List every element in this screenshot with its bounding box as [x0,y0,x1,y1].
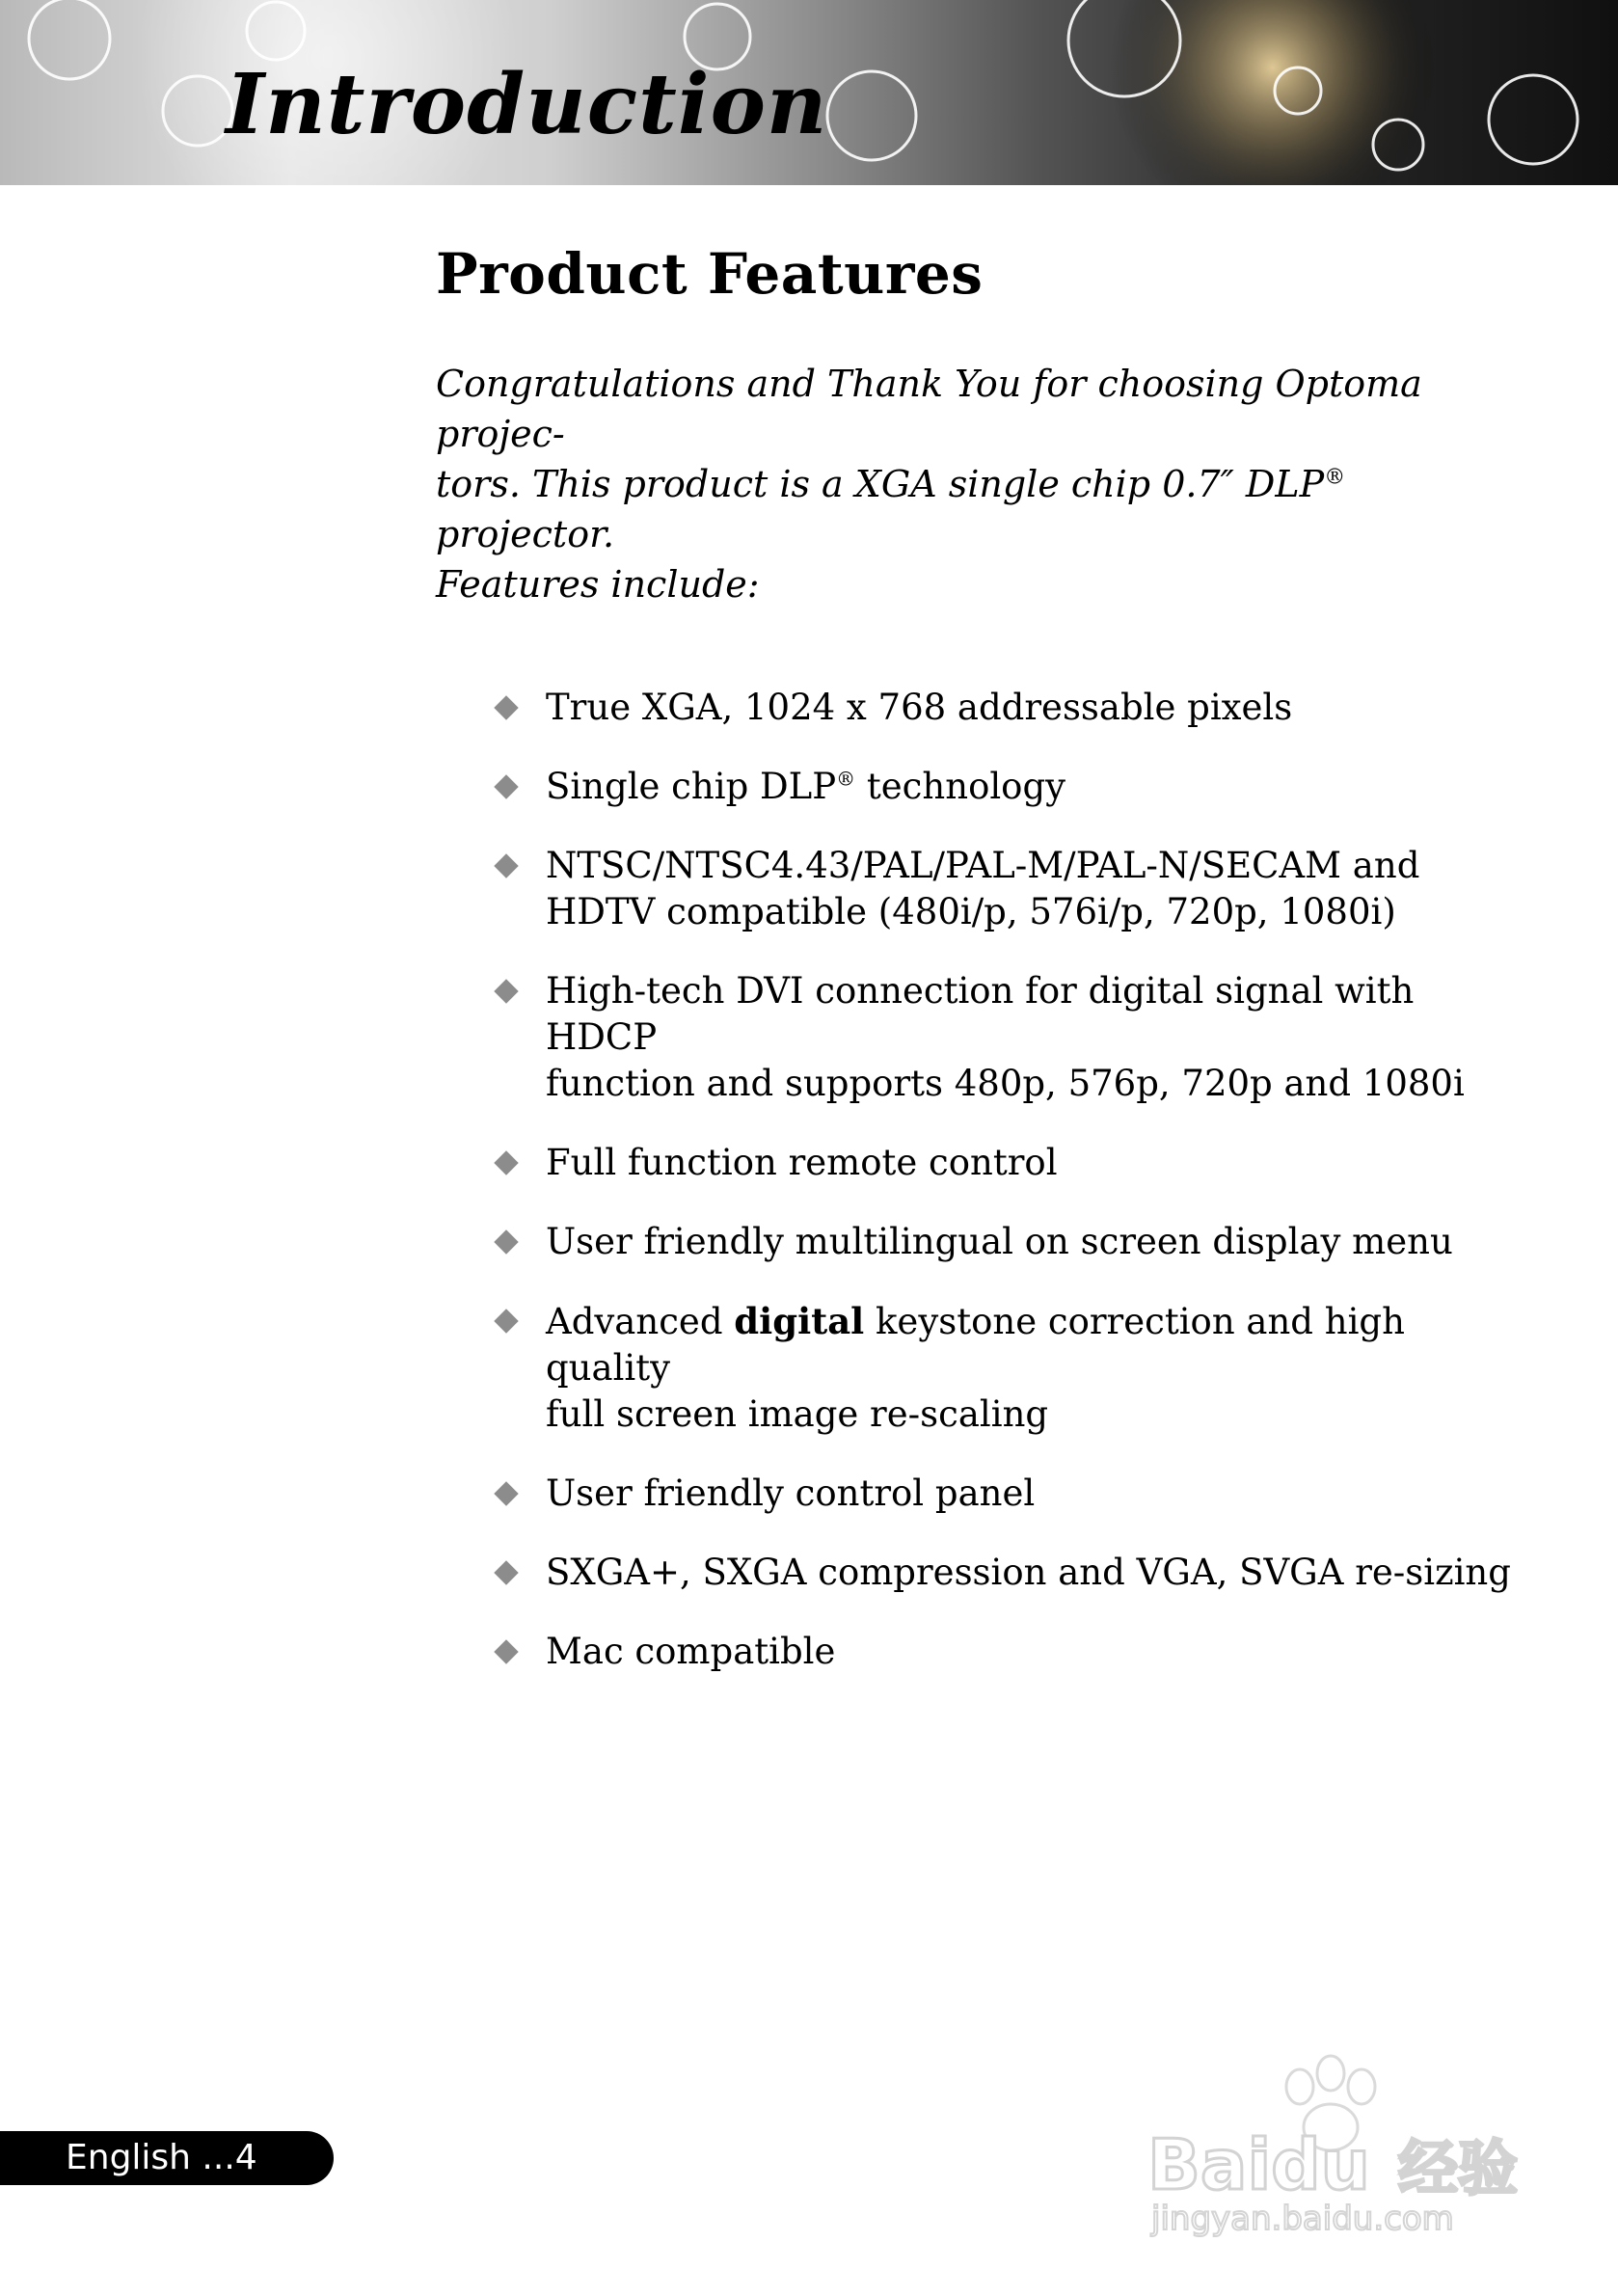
diamond-bullet-icon [494,695,518,719]
header-banner [0,0,1618,185]
list-item: High-tech DVI connection for digital signal with HDCP function and supports 480p, 576p, 720p and 1080i [492,968,1514,1107]
watermark-url: jingyan.baidu.com [1151,2200,1454,2237]
chapter-title: Introduction [226,56,828,153]
baidu-watermark [1138,2044,1543,2237]
registered-mark: ® [836,767,856,791]
list-item: Mac compatible [492,1629,1514,1675]
intro-line-3: Features include: [436,562,760,606]
features-list [492,685,1514,1675]
diamond-bullet-icon [494,1150,518,1175]
intro-paragraph [436,359,1506,609]
diamond-bullet-icon [494,774,518,798]
list-item: True XGA, 1024 x 768 addressable pixels [492,685,1514,731]
list-item: Full function remote control [492,1140,1514,1186]
registered-mark: ® [1324,464,1346,489]
bold-emphasis: digital [734,1299,865,1342]
list-item: NTSC/NTSC4.43/PAL/PAL-M/PAL-N/SECAM and HDTV compatible (480i/p, 576i/p, 720p, 1080i) [492,843,1514,935]
section-title: Product Features [436,241,984,307]
list-item: User friendly control panel [492,1471,1514,1517]
diamond-bullet-icon [494,1639,518,1663]
list-item: User friendly multilingual on screen display menu [492,1219,1514,1265]
list-item: Advanced digital keystone correction and high quality full screen image re-scaling [492,1298,1514,1438]
page-number-tab [0,2131,334,2185]
main-content [436,241,1516,1708]
intro-line-1: Congratulations and Thank You for choosing Optoma projec- [436,362,1422,455]
page-label: English ...4 [66,2138,257,2177]
list-item: Single chip DLP® technology [492,764,1514,810]
watermark-brand: Baidu [1147,2124,1370,2205]
diamond-bullet-icon [494,1309,518,1333]
watermark-brand-cn: 经验 [1398,2133,1519,2203]
diamond-bullet-icon [494,979,518,1003]
list-item: SXGA+, SXGA compression and VGA, SVGA re-sizing [492,1550,1514,1596]
intro-line-2: tors. This product is a XGA single chip 0.7″ DLP® projector. [436,462,1346,555]
diamond-bullet-icon [494,1481,518,1505]
diamond-bullet-icon [494,1229,518,1254]
diamond-bullet-icon [494,1560,518,1584]
diamond-bullet-icon [494,853,518,878]
